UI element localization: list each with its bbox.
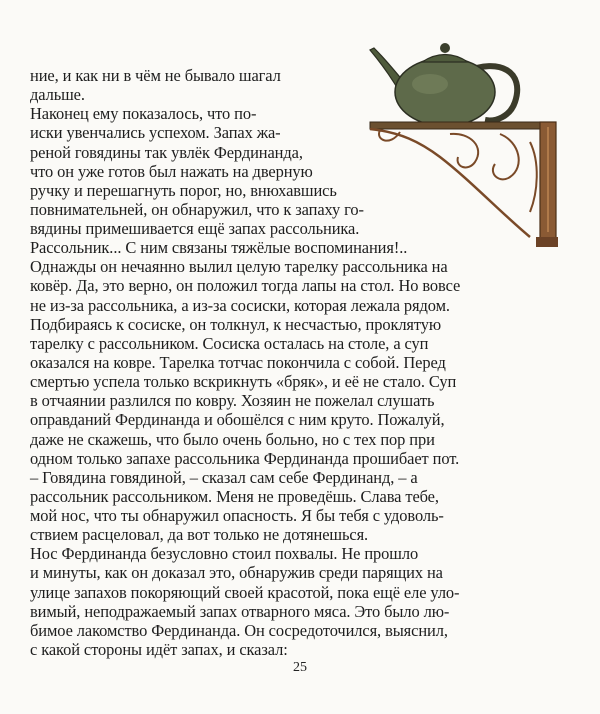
text-line: вимый, неподражаемый запах отварного мяса. Это было лю-	[30, 601, 450, 621]
teapot-on-shelf-illustration	[360, 22, 580, 262]
text-line: бимое лакомство Фердинанда. Он сосредоточился, выяснил,	[30, 620, 448, 640]
text-line: иски увенчались успехом. Запах жа-	[30, 123, 281, 143]
text-line: смертью успела только вскрикнуть «бряк», и её не стало. Суп	[30, 372, 457, 392]
text-line: Однажды он нечаянно вылил целую тарелку рассольника на	[30, 257, 448, 277]
text-line: в отчаянии разлился по ковру. Хозяин не пожелал слушать	[30, 391, 435, 411]
text-line: Рассольник... С ним связаны тяжёлые воспоминания!..	[30, 238, 408, 258]
text-line: что он уже готов был нажать на дверную	[30, 161, 313, 181]
text-line: реной говядины так увлёк Фердинанда,	[30, 142, 303, 162]
text-line: ние, и как ни в чём не бывало шагал	[30, 66, 281, 85]
text-line: и минуты, как он доказал это, обнаружив среди парящих на	[30, 563, 443, 583]
text-line: даже не скажешь, что было очень больно, но с тех пор при	[30, 429, 435, 449]
text-line: – Говядина говядиной, – сказал сам себе Фердинанд, – а	[30, 467, 418, 487]
text-line: улице запахов покоряющий своей красотой, пока ещё еле уло-	[30, 582, 460, 602]
text-line: Подбираясь к сосиске, он толкнул, к несчастью, проклятую	[30, 314, 442, 334]
text-line: ковёр. Да, это верно, он положил тогда лапы на стол. Но вовсе	[30, 276, 461, 296]
text-line: оправданий Фердинанда и обошёлся с ним круто. Пожалуй,	[30, 410, 445, 430]
text-line: не из-за рассольника, а из-за сосиски, которая лежала рядом.	[30, 295, 450, 315]
text-line: ствием расцеловал, да вот только не дотянешься.	[30, 525, 369, 545]
text-line: дальше.	[30, 85, 85, 105]
text-line: одном только запахе рассольника Фердинанда прошибает пот.	[30, 448, 460, 468]
text-line: рассольник рассольником. Меня не проведёшь. Слава тебе,	[30, 486, 439, 506]
page-number: 25	[293, 660, 307, 675]
text-line: Наконец ему показалось, что по-	[30, 104, 257, 124]
text-line: с какой стороны идёт запах, и сказал:	[30, 640, 288, 659]
text-line: тарелку с рассольником. Сосиска осталась на столе, а суп	[30, 333, 429, 353]
text-line: Нос Фердинанда безусловно стоил похвалы. Не прошло	[30, 544, 419, 564]
text-line: повнимательней, он обнаружил, что к запаху го-	[30, 199, 364, 219]
text-line: мой нос, что ты обнаружил опасность. Я бы тебя с удоволь-	[30, 506, 444, 526]
text-line: ручку и перешагнуть порог, но, внюхавшись	[30, 180, 337, 200]
text-line: оказался на ковре. Тарелка тотчас покончила с собой. Перед	[30, 353, 446, 372]
text-line: вядины примешивается ещё запах рассольника.	[30, 219, 360, 239]
